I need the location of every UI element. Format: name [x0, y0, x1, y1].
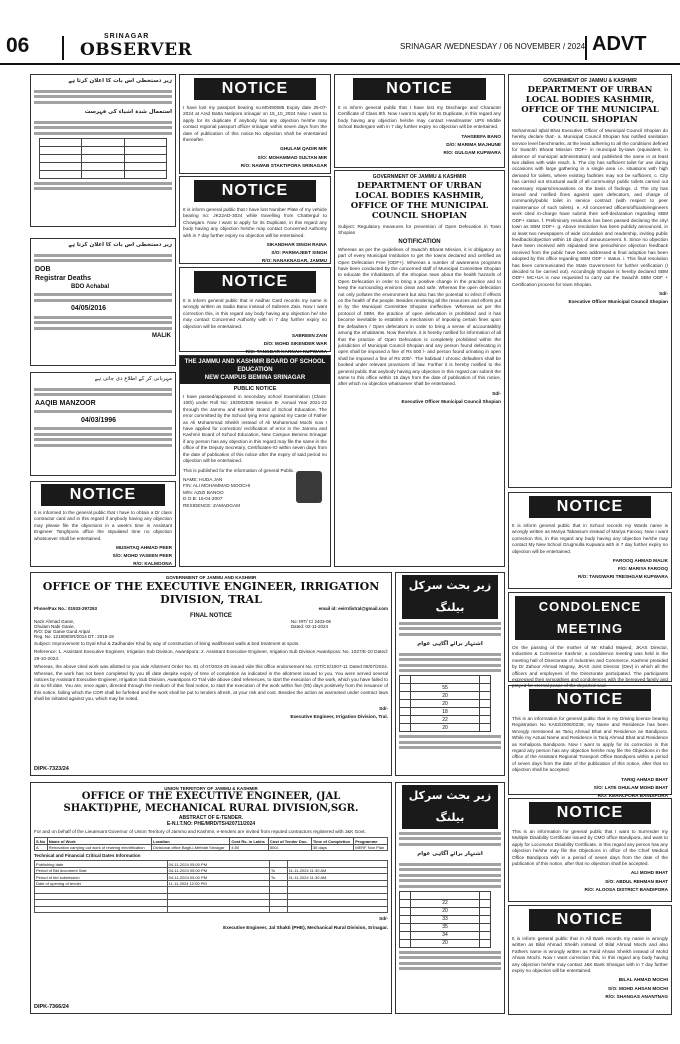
table-cell: 18	[410, 708, 480, 716]
phe-sub: ABSTRACT OF E-TENDER.	[178, 815, 244, 821]
page-header	[0, 0, 680, 66]
notice-driving-licence	[508, 685, 672, 799]
ulb-office: Executive Officer Municipal Council Shopian	[401, 398, 501, 404]
tral-final: FINAL NOTICE	[190, 613, 232, 619]
dob-label: DOB	[35, 265, 51, 273]
urdu-notice-subheading: اشتہار برائے آگاہی عوام	[417, 851, 483, 857]
notice-sig-1: SABREEN ZAIN	[291, 333, 327, 339]
ulb-subject: Subject: Regulatory measures for prevention of Open Defecation in Town Shopian	[338, 224, 501, 236]
table-cell: 04-11-2024 05:00 PM	[167, 861, 269, 868]
table-cell: 34	[410, 931, 480, 939]
phe-gov: UNION TERRITORY OF JAMMU & KASHMIR	[164, 786, 258, 791]
jkbose-field-mother: M/N: AZIZI BANOO	[183, 489, 224, 495]
jkbose-campus: NEW CAMPUS BEMINA SRINAGAR	[204, 375, 306, 381]
notice-body: This is an information for general public that I want to Surrender my Multiple Disability Certificate issued by CMO office Bandipora, and want to apply for Locomotor Disability Certificate, in this regard any person has any objection he/she may file the Objections in office of the Chief Medical Office Bandipora with in a period of seven days from the date of the publication of this notice, after that no objection shall be accepted.	[512, 829, 668, 867]
notice-body: It is inform general public that I have lost Number Plate of my vehicle bearing no: JK22AD-3024 while travelling from Chattergul to Chowgam. Now I want to apply for its Duplicate, in this regard any body having any objection he/she may contact Concerned Authority with in 7 day further expiry no objection will be entertained.	[183, 207, 327, 238]
urdu-notice-table	[399, 891, 491, 948]
table-cell: 4.50	[230, 844, 269, 851]
ulb2-gov: GOVERNMENT OF JAMMU & KASHMIR	[543, 78, 637, 84]
tral-phone: Phone/Fax No.: 01933-297253	[34, 606, 98, 611]
phe-ref: E-N.I.T.NO: PHE/MRD/TS/420711/2024	[166, 821, 256, 827]
notice-body: It is inform general public that I have lost my Discharge and Character Certificate of Class 8th. Now I want to apply for its Duplicate, in this regard any body having any objection he/she may contact Headmaster UPS Middle School Bodergam with in 7 day further expiry no objection will be entertained.	[338, 105, 501, 130]
ulb2-office: Executive Officer Municipal Council Shopian	[568, 299, 668, 305]
tral-dipk: DIPK-7323/24	[34, 766, 69, 772]
notice-sig-3: R/O: NANAKNAGAR, JAMMU	[261, 258, 327, 264]
notice-sig-1: ALI MOHD BHAT	[630, 870, 668, 876]
notice-heading: NOTICE	[41, 484, 165, 506]
notice-sig-3: R/O: GULGAM KUPWARA	[443, 150, 501, 156]
table-cell: A	[35, 844, 48, 851]
notice-body: It is inform general public that in All Bank records my name is wrongly written as Bilal Ahmad Sheikh instead of Bilal Ahmad Mochi and also Fathers name is wrongly written as Farid Ahsan Sheikh instead of Mohd Ahsan Mochi. Now I want correction this, in this regard any body having any objection he/she may contact J&K Bank Shangus with in 7 day further expiry no objection will be entertained.	[512, 936, 668, 974]
table-cell: 04-11-2024 05:00 PM	[167, 874, 269, 881]
urdu-ad-2	[30, 238, 176, 366]
phe-intro: For and on behalf of the Lieutenant Governor of Union Territory of Jammu and Kashmir, e-tenders are invited from reputed contractors registered with J&K Govt.	[34, 829, 366, 834]
notice-sig-1: MUSHTAQ AHMAD PEER	[116, 545, 172, 551]
tral-dated: Dated: 02-11-2024	[290, 624, 329, 629]
condolence-body: On the passing of the mother of Mr Khalid Majeed, JKAS Director, Industries & Commerce Kashmir, a condolence meeting was held in the meeting hall of Directorate of Industries and Commerce, Kashmir presided by Dr Zahoor Ahmad Magray, JKAS Joint Director (Dev) in which all the officers and employees of the Directorate participated. The participants expressed their sympathies and condolences with the bereaved family and prayed for eternal peace of the departed soul.	[512, 645, 668, 689]
dob2-label: 04/03/1996	[81, 416, 117, 424]
table-cell: 35	[410, 923, 480, 931]
tral-office: Executive Engineer, Irrigation Division, Tral.	[290, 713, 388, 719]
table-cell: 30 days	[311, 844, 353, 851]
notice-body: It is inform general public that in Aadhar Card records my name is wrongly written as Sadia Bano instead of Sabreen Zain. Now I want correction this, in this regard any body having any objection he/ she may contact Concerned Authority with in 7 day further expiry no objection will be entertained.	[183, 298, 327, 329]
ulb2-title: DEPARTMENT OF URBAN LOCAL BODIES KASHMIR, OFFICE OF THE MUNICIPAL COUNCIL SHOPIAN	[521, 85, 659, 125]
ulb2-sign: Sd/-	[659, 291, 668, 297]
col-header: Cost Rs. in Lakhs	[230, 838, 269, 845]
table-cell: 20	[410, 724, 480, 732]
phe-dipk: DIPK-7366/24	[34, 1004, 69, 1010]
notice-sig-1: BILAL AHMAD MOCHI	[618, 977, 668, 983]
notice-sig-3: R/O: KEHALPORA BANDIPORA	[597, 793, 668, 799]
notice-sig-1: TARIQ AHMAD BHAT	[621, 776, 668, 782]
tral-gov: GOVERNMENT OF JAMMU AND KASHMIR	[165, 575, 257, 580]
notice-sig-2: S/O: MOHAMMAD SULTAN MIR	[257, 154, 327, 160]
table-cell: Renovation carrying out work of rewiring electrification	[47, 844, 151, 851]
phe-work-table	[34, 837, 388, 851]
tral-email: email id: eeirrdivtral@gmail.com	[318, 606, 388, 611]
notice-sig-2: S/O: LATE GHULAM MOHD BHAT	[593, 784, 668, 790]
jkbose-info: This is published for the information of general Public.	[183, 468, 295, 474]
tral-irrigation-notice	[30, 572, 392, 776]
jkbose-title: THE JAMMU AND KASHMIR BOARD OF SCHOOL EDUCATION	[184, 359, 326, 373]
tral-reference: Reference: 1. Assistant Executive Engineer, Irrigation Sub Division, Awantipora: 2. Assistant Executive Engineer, Irrigation Sub Division Awantipora: No. 1027/E-10 Dated: 29-10-2024.	[34, 649, 388, 661]
table-cell: Date of opening of tender	[35, 880, 168, 887]
col-header: Time of Completion	[311, 838, 353, 845]
urdu-ad-title: زیر دستخطی اس بات کا اعلان کرتا ہے	[68, 78, 172, 84]
tral-title: OFFICE OF THE EXECUTIVE ENGINEER, IRRIGATION DIVISION, TRAL	[42, 580, 380, 606]
table-cell: 55	[410, 684, 480, 692]
col-header: Cost of Tender Doc.	[268, 838, 311, 845]
jkbose-subtitle: PUBLIC NOTICE	[233, 386, 277, 392]
notice-bank-records	[508, 905, 672, 1015]
notice-heading: NOTICE	[529, 802, 651, 824]
notice-passport	[179, 74, 331, 174]
malik-label: MALIK	[152, 333, 171, 339]
notice-sig-2: D/O: MOHD SIKENDER WAR	[263, 341, 327, 347]
urdu-ad-1	[30, 74, 176, 227]
notice-sig-3: R/O: NAWAB STAKTIPORA SRINAGAR	[240, 162, 327, 168]
table-cell: MERF Non Plan	[354, 844, 388, 851]
table-cell: 500/-	[268, 844, 311, 851]
notice-heading: NOTICE	[353, 78, 486, 100]
notice-sig-1: SIKANDHAR SINGH RAINA	[266, 242, 327, 248]
page-number: 06	[6, 34, 30, 57]
jkbose-field-residence: RESIDENCE: ZAMADGAM	[183, 502, 241, 508]
tral-to-1: Nazir Ahmad Ganie,	[34, 619, 75, 624]
notice-body: It is inform general public that in School records my Wards name is wrongly written as Mariya Tabassum instead of Mariya Farooq. Now I want correction this, in this regard any body having any objection he/she may contact My New School Grugmulla Kupwara with in 7 day further expiry no objection will be entertained.	[512, 523, 668, 554]
notice-sig-2: F/O: MARIYA FAROOQ	[617, 566, 668, 572]
table-cell: 20	[410, 700, 480, 708]
tral-to-4: Reg. No. 121808/SR/2014 DT.: 2018-19	[34, 634, 114, 639]
col-header: Programme	[354, 838, 388, 845]
tral-body: Whereas, the above cited work was allotted to you vide Allotment Order No. 81 of 07/2024-25 issued vide this office endorsement No. IOT/CS/1007-11 Dated 08/07/2024. Whereas, the work has not been completed by you till date despite expiry of time of completion as indicated in the allotment issued to you. You were served several notices by Assistant Executive Engineer, Irrigation Sub Division, Awantipora IO Tral vide above cited references, to start the execution of the work, which you have failed to do so till date. You are, once again, directed through the medium of this final notice, to start the execution of the work within five (05) days positively from the issuance of this notice, failing which the CDR shall be forfeited and the work shall be put to tenders afresh, at your risk and cost. Besides the action as warranted under contract laws shall be initiated against you, which may be noted.	[34, 664, 388, 702]
urdu-notice-table	[399, 675, 491, 732]
ulb-notification-label: NOTIFICATION	[398, 238, 441, 245]
phe-office: Executive Engineer, Jal Shakti (PHE), Mechanical Rural Division, Srinagar.	[223, 924, 388, 930]
urdu-notice-heading: زیر بحث سرکل بیلنگ	[402, 785, 498, 829]
urdu-ad-3	[30, 372, 176, 476]
aaqib-label: AAQIB MANZOOR	[35, 399, 96, 407]
condolence-heading: CONDOLENCE MEETING	[515, 596, 665, 640]
brand-city: SRINAGAR	[104, 33, 150, 40]
registrar-label: Registrar Deaths	[35, 274, 92, 282]
dateline: SRINAGAR /WEDNESDAY / 06 NOVEMBER / 2024	[400, 42, 586, 51]
notice-disability-certificate	[508, 798, 672, 902]
section-label: ADVT	[592, 33, 647, 55]
notice-sig-2: D/O: MARIMA MAJHUNE	[446, 141, 501, 147]
urdu-ad-subtitle: استعمال شدہ اشیاء کی فہرست	[84, 109, 172, 115]
notice-discharge-certificate	[334, 74, 505, 168]
notice-sig-1: FAROOQ AHMAD MALIK	[612, 558, 668, 564]
phe-dates-table	[34, 860, 388, 913]
notice-sig-2: S/O: PARMAJEET SINGH	[271, 250, 327, 256]
tral-subject: Subject: Improvement to Dyal Khul & Zadhander Khul by way of construction of lining wall/breast walls & bed treatment at spots.	[34, 641, 300, 646]
table-cell: Period of Bid document Sale	[35, 867, 168, 874]
notice-sig-3: R/O: ALOOSA DISTRICT BANDIPORA	[584, 886, 668, 892]
table-cell: 33	[410, 915, 480, 923]
notice-heading: NOTICE	[529, 909, 651, 931]
notice-sig-3: R/O: KALMOONA	[133, 561, 172, 567]
notice-sig-3: R/O: TANGWARI TRESHGAM KUPWARA	[577, 574, 668, 580]
notice-contractor	[30, 481, 176, 567]
jkbose-field-father: F/N: ALI MOHAMMAD MOOCHI	[183, 483, 251, 489]
urdu-ad-title: مہربانی کر کے اطلاع دی جاتی ہے	[94, 376, 172, 382]
urdu-table	[39, 138, 167, 179]
ulb-title: DEPARTMENT OF URBAN LOCAL BODIES KASHMIR, OFFICE OF THE MUNICIPAL COUNCIL SHOPIAN	[350, 181, 489, 221]
date-label: 04/05/2016	[71, 305, 107, 312]
ulb-gov: GOVERNMENT OF JAMMU & KASHMIR	[372, 174, 467, 180]
notice-number-plate	[179, 176, 331, 264]
jkbose-field-dob: D.O.B: 15-04-2007	[183, 496, 223, 502]
table-cell: 20	[410, 907, 480, 915]
notice-heading: NOTICE	[194, 271, 316, 293]
urdu-notice-2	[395, 782, 505, 1014]
jkbose-field-name: NAME: HUDA JAN	[183, 476, 223, 482]
urdu-notice-heading: زیر بحث سرکل بیلنگ	[402, 575, 498, 619]
ulb-sign: Sd/-	[492, 390, 501, 396]
table-cell: 22	[410, 899, 480, 907]
divider	[585, 36, 587, 60]
ulb-body: Whereas as per the guidelines of Swachh Bharat Mission, it is obligatory on part of every Municipal Institution to get the towns declared and certified as Open Defecation Free (ODF+). Whereas a number of awareness programs have been conducted by the concerned staff of Municipal Committee Shopian to educate the inhabitants of the Shopian town about the health hazards of Open Defecation in order to bring a positive change in the practice and to keep the surrounding environs clean and safe. Whereas the open defecation not only pollutes the environment but also has the potential to infect if effects on the health of the people. Besides rendering all the resources and efforts put in by the Municipal Committee Shopian ineffective. Whereas as per the protocol of SBM, the practice of open defecation is prohibited and it has become inevitable to establish a mechanism of imposing certain fines upon the defaulters / Open defecators in order to bring a sense of accountability among the inhabitants. Now therefore, it is hereby notified for information of all that the practice of Open Defecation is completely prohibited within the jurisdiction of Municipal Council Shopian and any person found defecating in open shall be imposed a fine of Rs 500 /- and person found urinating in open shall be imposed a fine of Rs 200/-. The habitual / chronic defaulters shall be booked under relevant provisions of law. Further it is hereby notified to the general public that anybody having any objection in this regard can submit the same to this office within 15 days from the date of publication of this notice, after which no objection whatsoever shall be entertained.	[338, 246, 501, 387]
table-cell: 20	[410, 939, 480, 947]
col-header: Name of Work	[47, 838, 151, 845]
phe-title: OFFICE OF THE EXECUTIVE ENGINEER, (JAL SHAKTI)PHE, MECHANICAL RURAL DIVISION,SGR.	[63, 791, 359, 814]
phe-tender-notice	[30, 782, 392, 1014]
col-header: S.No	[35, 838, 48, 845]
table-cell: 11-11-2024 12:00 PM	[167, 880, 269, 887]
urdu-notice-1	[395, 572, 505, 776]
table-cell: To	[269, 874, 287, 881]
notice-sig-1: TAHSEEFA BANO	[461, 133, 501, 139]
tral-sign: Sd/-	[379, 705, 388, 711]
table-cell: 11-11-2024 11:30 AM	[287, 874, 387, 881]
table-cell: 20	[410, 692, 480, 700]
condolence-meeting	[508, 592, 672, 689]
table-cell: Period of bid submission	[35, 874, 168, 881]
table-cell: 04-11-2024 05:00 PM	[167, 867, 269, 874]
ulb-declaration	[508, 74, 672, 488]
table-cell: 22	[410, 716, 480, 724]
tral-no: No: IRT/ C/ 2403-06	[290, 619, 331, 624]
ulb2-body: Mohammad Iqbal Bhat Executive Officer of Municipal Council Shopian do hereby declare that:- a. Municipal Council Shopian has notified sanitation service level benchmarks, at the least adhering to all the conditions defined for Swachh Bharat Mission ODF+ in municipal by-laws (equivalent, in absence of municipal administration) and published the same in at least two dailies with wide reach. b. The city has sufficient toilet for use during occasions with large gathering in a single area i.e. situations with high demand for toilets, where existing facilities may not be sufficient, c. City has carried out structural audit of all community/ public toilets carried out necessary repairs/renovations on the basis of findings. d. The city has issued and notified fines against open defecators, and charge of community/public toilet in service contract (with respect to peer maintenance of such toilets). e. All concerned officers/officials/engineers work cited in-charge have submit their self-declaration regarding SBM ODF+ status. f. Preliminary resolution has been passed declaring the city/ town as SBM ODF+. g. Above resolution has been publicly announced, in at least two newspapers of wide circulation and readership, inviting public feedback/objection within 15 days of announcement. h. Since no objection have been received with stipulated time period/since objection feedback received from the public have been addressed & final adoption has been adopted by this office regarding SBM ODF + status. i. This final resolution has been communicated the State Government for further verification (I decided to be carried out). Accordingly Shopian is hereby declared SBM ODF+ MC+UA is now requested to carry out the Swachh SBM ODF + Certification process for town Shopian.	[512, 128, 668, 287]
notice-sig-1: GHULAM QADIR MIR	[280, 146, 327, 152]
notice-aadhar	[179, 267, 331, 355]
table-cell: Publishing date	[35, 861, 168, 868]
notice-heading: NOTICE	[529, 496, 651, 518]
col-header: Location	[152, 838, 230, 845]
jkbose-notice	[179, 355, 331, 567]
table-cell: Divisional office Bagh-i-Mehtab Srinagar	[152, 844, 230, 851]
urdu-notice-subheading: اشتہار برائے آگاہی عوام	[417, 641, 483, 647]
notice-sig-2: S/O: MOHD AHSAN MOCHI	[608, 985, 668, 991]
divider	[62, 36, 64, 60]
ulb-notification	[334, 170, 505, 567]
header-rule	[0, 63, 680, 65]
urdu-ad-title: زیر دستخطی اس بات کا اعلان کرتا ہے	[68, 242, 172, 248]
notice-sig-2: S/O: MOHD YASEEN PEER	[112, 553, 172, 559]
notice-sig-3: R/O: SHANGAS ANANTNAG	[605, 993, 668, 999]
table-cell: To	[269, 867, 287, 874]
jkbose-body: I have passed/appeared in secondary school Examination (Class-10th) under Roll No: 192002536 Session B- Annual Year 2021-22 through the Jammu and Kashmir Board of School Education. The error committed by the School lying error against my Caste of Father as Ali Mohammad Sheikh instead of Ali Mohammad Mochi now I have applied for correction/ rectification of error in the Jammu and Kashmir Board of School Education, New Campus Bemina Srinagar if any person has any objection in this regard may file the same in the office of the Deputy Secretary, Certificates-IO within seven days from the date of publication of this notice after the expiry of said period no objection will be entertained.	[183, 394, 327, 464]
notice-body: This is an information for general public that in my Driving licence bearing Registration No KA02/2005/0238, my Name and Residence has been Wrongly mentioned as Tariq Ahmad Bhat and Residence as Bandipora. While my Actual Name and Residence is Tariq Ahmad Bhat and Residence as Kehalpora Bandipora. Now I want to apply for its correction in this regard any person has any objection he/she may file the Objections in the office of the Assistant Regional Transport Office Bandipora within a period of seven days from the date of the publication of this notice, after that no objection shall be accepted.	[512, 716, 668, 773]
phe-critical: Technical and Financial Critical Dates Information	[34, 853, 141, 859]
notice-body: It is informed to the general public that I have to obtain a Dr class contractor card and in this regard if anybody having any objection may please file the objections in a week's time in Assistant Engineer Tanghpora office the stipulated time no objection whatsoever shall be entertained.	[34, 510, 172, 541]
notice-heading: NOTICE	[529, 689, 651, 711]
tral-to-2: Ghulam Nabi Ganie,	[34, 624, 75, 629]
notice-sig-3: R/O: TANGDAR KARNAH KUPWARA	[245, 349, 327, 355]
notice-sig-2: S/O: ABDUL REHMAN BHAT	[605, 878, 668, 884]
notice-heading: NOTICE	[194, 180, 316, 202]
applicant-photo	[296, 471, 322, 503]
notice-body: I have lost my passport bearing no.M0490585 Expiry date 25-07-2024 at Arsd Batta Natipora srinagar on 15_10_2024 Now I want to apply for its duplicate If anybody has any objection he/she may contact regional passport officer srinagar within seven days from the date of publication of this notice.No objection shall be entertained thereafter.	[183, 105, 327, 143]
phe-sign: Sd/-	[379, 916, 388, 922]
table-cell: 11-11-2024 11:30 AM	[287, 867, 387, 874]
brand-name: OBSERVER	[80, 40, 193, 60]
bdo-label: BDO Achabal	[71, 283, 110, 290]
notice-school-records	[508, 492, 672, 589]
notice-heading: NOTICE	[194, 78, 316, 100]
tral-to-3: R/O: Dar Ganie Gund Aripal	[34, 629, 90, 634]
